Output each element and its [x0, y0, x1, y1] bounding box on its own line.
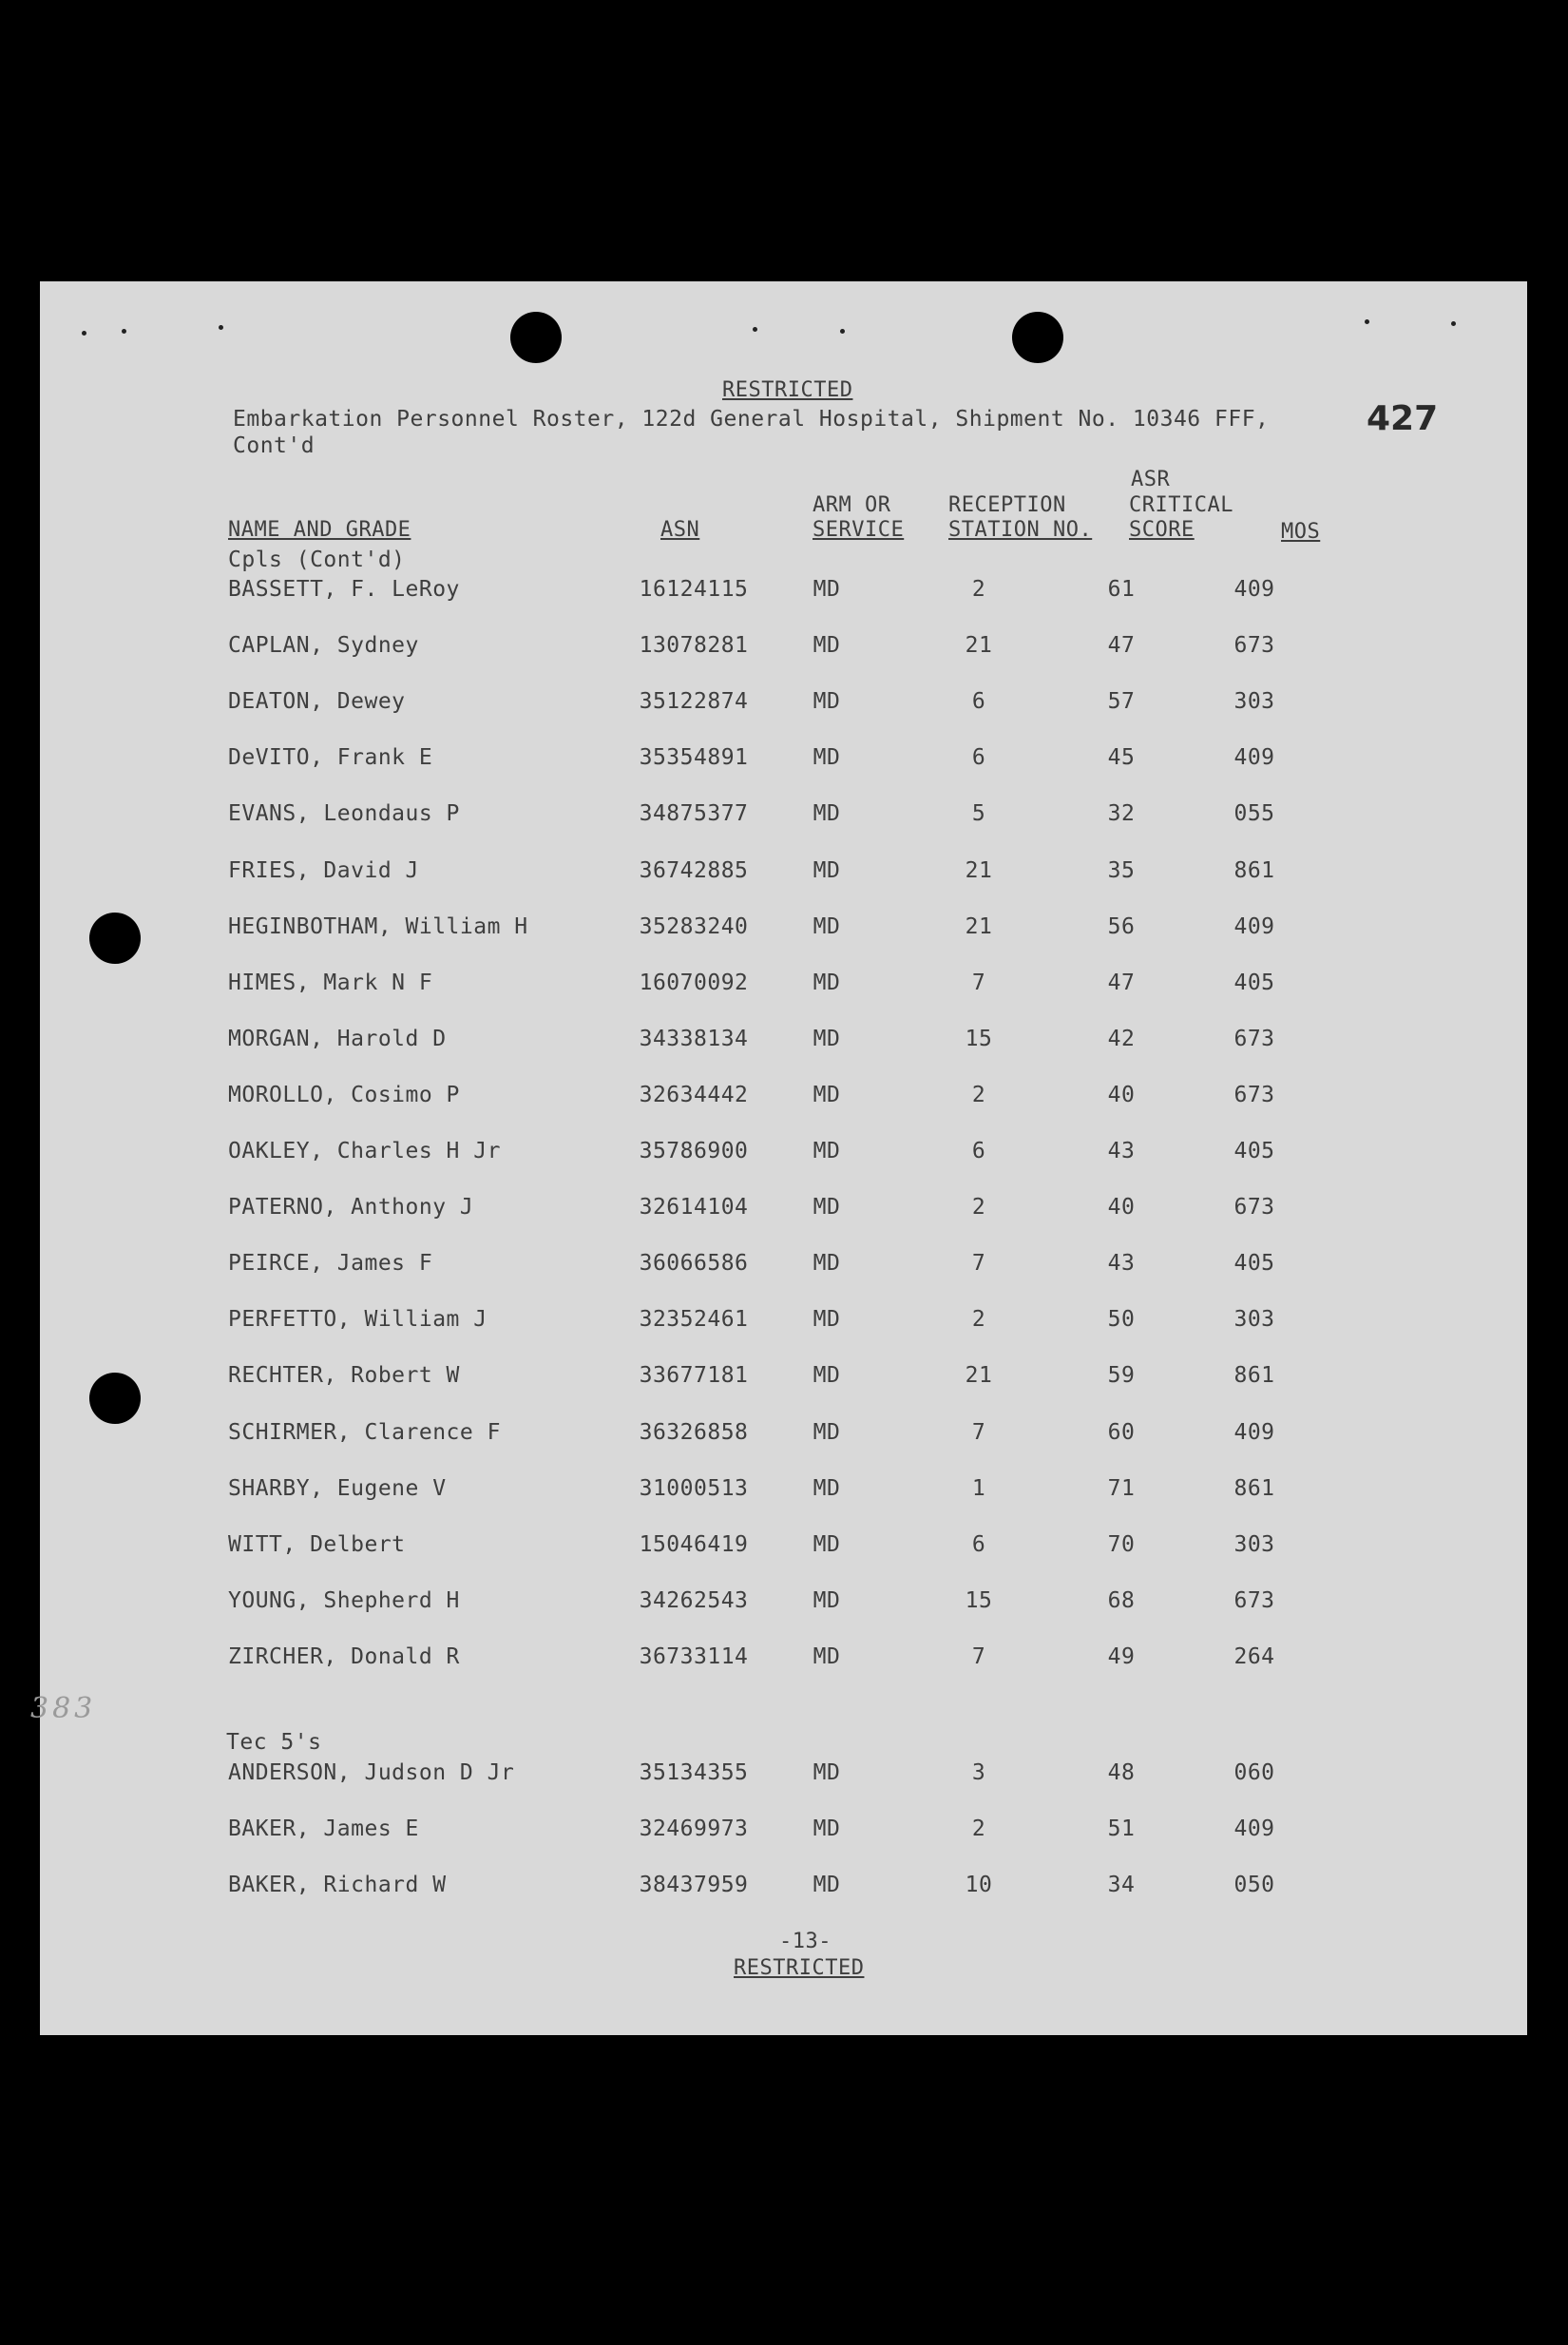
row-critical-score: 43: [1107, 1139, 1136, 1163]
row-arm-or-service: MD: [813, 1307, 841, 1332]
row-arm-or-service: MD: [813, 689, 841, 714]
row-reception-station: 21: [965, 633, 993, 658]
row-critical-score: 49: [1107, 1644, 1136, 1669]
row-mos: 861: [1233, 1476, 1275, 1501]
row-mos: 050: [1233, 1873, 1275, 1897]
row-name: RECHTER, Robert W: [228, 1363, 460, 1388]
row-arm-or-service: MD: [813, 971, 841, 995]
speck: [1451, 321, 1456, 326]
row-reception-station: 21: [965, 914, 993, 939]
speck: [840, 329, 845, 334]
row-mos: 673: [1233, 633, 1275, 658]
row-reception-station: 6: [971, 745, 986, 770]
row-asn: 32614104: [639, 1195, 749, 1220]
row-mos: 673: [1233, 1588, 1275, 1613]
row-reception-station: 2: [971, 1083, 986, 1107]
row-critical-score: 32: [1107, 801, 1136, 826]
col-header-name: NAME AND GRADE: [228, 518, 411, 542]
row-mos: 409: [1233, 1816, 1275, 1841]
row-mos: 861: [1233, 858, 1275, 883]
row-asn: 13078281: [639, 633, 749, 658]
row-reception-station: 6: [971, 689, 986, 714]
row-mos: 264: [1233, 1644, 1275, 1669]
row-critical-score: 43: [1107, 1251, 1136, 1276]
row-arm-or-service: MD: [813, 1760, 841, 1785]
row-name: ANDERSON, Judson D Jr: [228, 1760, 515, 1785]
row-arm-or-service: MD: [813, 1251, 841, 1276]
stamp-number: 427: [1367, 399, 1439, 438]
row-name: BAKER, James E: [228, 1816, 419, 1841]
row-asn: 33677181: [639, 1363, 749, 1388]
row-mos: 060: [1233, 1760, 1275, 1785]
row-arm-or-service: MD: [813, 858, 841, 883]
row-reception-station: 21: [965, 858, 993, 883]
row-name: HEGINBOTHAM, William H: [228, 914, 528, 939]
col-header-crit-1: ASR: [1131, 468, 1171, 491]
row-reception-station: 6: [971, 1532, 986, 1557]
row-arm-or-service: MD: [813, 1873, 841, 1897]
row-name: HIMES, Mark N F: [228, 971, 433, 995]
punch-hole-top-left: [510, 312, 562, 363]
col-header-arm-2: SERVICE: [813, 518, 905, 542]
footer-classification: RESTRICTED: [734, 1956, 865, 1980]
row-name: FRIES, David J: [228, 858, 419, 883]
row-asn: 35786900: [639, 1139, 749, 1163]
row-name: SHARBY, Eugene V: [228, 1476, 447, 1501]
row-reception-station: 2: [971, 577, 986, 602]
row-asn: 34262543: [639, 1588, 749, 1613]
row-asn: 36733114: [639, 1644, 749, 1669]
row-reception-station: 1: [971, 1476, 986, 1501]
row-name: BAKER, Richard W: [228, 1873, 447, 1897]
punch-hole-left-lower: [89, 1373, 141, 1424]
grade-heading: Cpls (Cont'd): [228, 548, 406, 572]
row-critical-score: 40: [1107, 1083, 1136, 1107]
row-critical-score: 56: [1107, 914, 1136, 939]
row-name: PATERNO, Anthony J: [228, 1195, 474, 1220]
row-arm-or-service: MD: [813, 1420, 841, 1445]
row-name: BASSETT, F. LeRoy: [228, 577, 460, 602]
row-arm-or-service: MD: [813, 1644, 841, 1669]
row-critical-score: 51: [1107, 1816, 1136, 1841]
row-name: PEIRCE, James F: [228, 1251, 433, 1276]
row-asn: 35283240: [639, 914, 749, 939]
page-number: -13-: [779, 1930, 832, 1953]
row-reception-station: 21: [965, 1363, 993, 1388]
row-arm-or-service: MD: [813, 1139, 841, 1163]
row-name: CAPLAN, Sydney: [228, 633, 419, 658]
grade-heading: Tec 5's: [226, 1730, 322, 1755]
row-asn: 16124115: [639, 577, 749, 602]
row-critical-score: 35: [1107, 858, 1136, 883]
row-asn: 16070092: [639, 971, 749, 995]
row-critical-score: 47: [1107, 971, 1136, 995]
row-mos: 673: [1233, 1195, 1275, 1220]
row-asn: 34875377: [639, 801, 749, 826]
roster-title-contd: Cont'd: [233, 433, 316, 458]
row-critical-score: 71: [1107, 1476, 1136, 1501]
pencil-number: 383: [30, 1692, 97, 1725]
row-critical-score: 68: [1107, 1588, 1136, 1613]
row-arm-or-service: MD: [813, 1363, 841, 1388]
row-critical-score: 61: [1107, 577, 1136, 602]
punch-hole-top-right: [1012, 312, 1063, 363]
row-arm-or-service: MD: [813, 745, 841, 770]
row-arm-or-service: MD: [813, 1083, 841, 1107]
roster-title: Embarkation Personnel Roster, 122d General Hospital, Shipment No. 10346 FFF,: [233, 407, 1270, 432]
row-critical-score: 70: [1107, 1532, 1136, 1557]
header-classification: RESTRICTED: [722, 378, 853, 402]
row-mos: 409: [1233, 745, 1275, 770]
row-critical-score: 60: [1107, 1420, 1136, 1445]
row-reception-station: 7: [971, 1251, 986, 1276]
row-asn: 35122874: [639, 689, 749, 714]
row-critical-score: 34: [1107, 1873, 1136, 1897]
row-reception-station: 3: [971, 1760, 986, 1785]
row-critical-score: 42: [1107, 1027, 1136, 1051]
row-mos: 861: [1233, 1363, 1275, 1388]
speck: [82, 331, 86, 336]
row-critical-score: 57: [1107, 689, 1136, 714]
col-header-rec-2: STATION NO.: [948, 518, 1093, 542]
speck: [219, 325, 223, 330]
row-name: ZIRCHER, Donald R: [228, 1644, 460, 1669]
row-mos: 409: [1233, 914, 1275, 939]
row-reception-station: 15: [965, 1588, 993, 1613]
row-critical-score: 47: [1107, 633, 1136, 658]
row-arm-or-service: MD: [813, 1532, 841, 1557]
row-reception-station: 7: [971, 1644, 986, 1669]
speck: [1365, 319, 1369, 324]
col-header-arm-1: ARM OR: [813, 493, 891, 517]
row-reception-station: 7: [971, 1420, 986, 1445]
row-mos: 405: [1233, 1139, 1275, 1163]
row-asn: 38437959: [639, 1873, 749, 1897]
row-asn: 35134355: [639, 1760, 749, 1785]
row-mos: 409: [1233, 577, 1275, 602]
row-asn: 32469973: [639, 1816, 749, 1841]
row-reception-station: 5: [971, 801, 986, 826]
row-asn: 34338134: [639, 1027, 749, 1051]
row-arm-or-service: MD: [813, 1476, 841, 1501]
row-critical-score: 50: [1107, 1307, 1136, 1332]
row-reception-station: 6: [971, 1139, 986, 1163]
row-asn: 36066586: [639, 1251, 749, 1276]
row-reception-station: 2: [971, 1195, 986, 1220]
row-asn: 32352461: [639, 1307, 749, 1332]
row-critical-score: 40: [1107, 1195, 1136, 1220]
row-arm-or-service: MD: [813, 577, 841, 602]
row-critical-score: 45: [1107, 745, 1136, 770]
row-name: MORGAN, Harold D: [228, 1027, 447, 1051]
row-mos: 405: [1233, 971, 1275, 995]
row-name: YOUNG, Shepherd H: [228, 1588, 460, 1613]
row-arm-or-service: MD: [813, 1027, 841, 1051]
row-mos: 303: [1233, 1532, 1275, 1557]
row-mos: 409: [1233, 1420, 1275, 1445]
row-reception-station: 2: [971, 1307, 986, 1332]
col-header-asn: ASN: [660, 518, 700, 542]
row-mos: 673: [1233, 1083, 1275, 1107]
row-asn: 15046419: [639, 1532, 749, 1557]
row-name: OAKLEY, Charles H Jr: [228, 1139, 501, 1163]
row-arm-or-service: MD: [813, 1588, 841, 1613]
col-header-rec-1: RECEPTION: [948, 493, 1066, 517]
row-name: DEATON, Dewey: [228, 689, 406, 714]
row-reception-station: 15: [965, 1027, 993, 1051]
row-reception-station: 10: [965, 1873, 993, 1897]
row-name: EVANS, Leondaus P: [228, 801, 460, 826]
row-reception-station: 7: [971, 971, 986, 995]
row-name: WITT, Delbert: [228, 1532, 406, 1557]
row-name: MOROLLO, Cosimo P: [228, 1083, 460, 1107]
row-asn: 35354891: [639, 745, 749, 770]
row-critical-score: 59: [1107, 1363, 1136, 1388]
row-asn: 31000513: [639, 1476, 749, 1501]
row-critical-score: 48: [1107, 1760, 1136, 1785]
row-arm-or-service: MD: [813, 633, 841, 658]
row-reception-station: 2: [971, 1816, 986, 1841]
row-mos: 405: [1233, 1251, 1275, 1276]
speck: [122, 329, 126, 334]
col-header-crit-3: SCORE: [1129, 518, 1195, 542]
punch-hole-left-upper: [89, 913, 141, 964]
speck: [753, 327, 757, 332]
row-asn: 36742885: [639, 858, 749, 883]
row-mos: 055: [1233, 801, 1275, 826]
row-mos: 673: [1233, 1027, 1275, 1051]
row-name: SCHIRMER, Clarence F: [228, 1420, 501, 1445]
row-asn: 36326858: [639, 1420, 749, 1445]
row-arm-or-service: MD: [813, 1816, 841, 1841]
col-header-mos: MOS: [1281, 520, 1321, 544]
row-mos: 303: [1233, 1307, 1275, 1332]
row-arm-or-service: MD: [813, 1195, 841, 1220]
row-arm-or-service: MD: [813, 801, 841, 826]
row-name: DeVITO, Frank E: [228, 745, 433, 770]
row-name: PERFETTO, William J: [228, 1307, 488, 1332]
col-header-crit-2: CRITICAL: [1129, 493, 1233, 517]
row-mos: 303: [1233, 689, 1275, 714]
row-arm-or-service: MD: [813, 914, 841, 939]
row-asn: 32634442: [639, 1083, 749, 1107]
